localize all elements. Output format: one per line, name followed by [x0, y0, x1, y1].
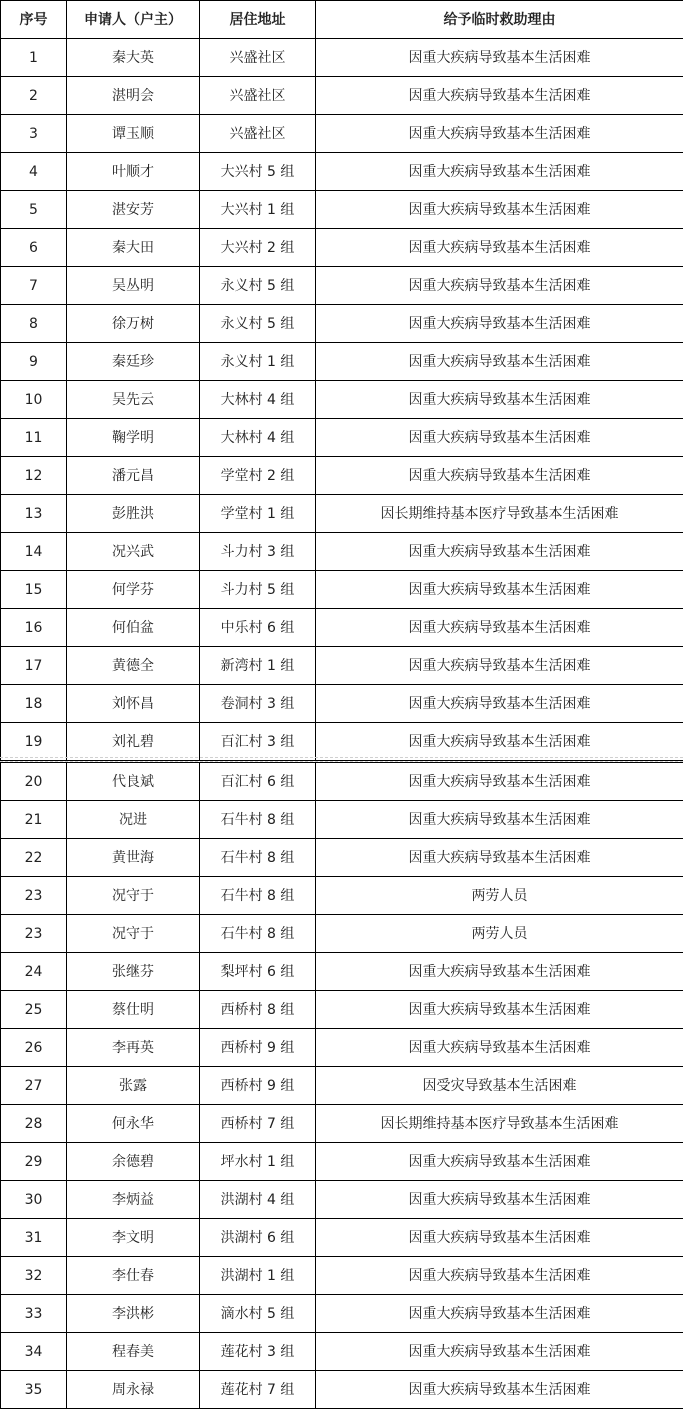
cell-applicant: 彭胜洪	[67, 495, 200, 533]
cell-applicant: 况进	[67, 801, 200, 839]
cell-relief-reason: 因重大疾病导致基本生活困难	[316, 457, 683, 495]
cell-relief-reason: 因重大疾病导致基本生活困难	[316, 647, 683, 685]
cell-address: 洪湖村 1 组	[200, 1257, 316, 1295]
table-row	[1, 229, 683, 267]
cell-applicant: 何伯盆	[67, 609, 200, 647]
cell-relief-reason: 因重大疾病导致基本生活困难	[316, 191, 683, 229]
cell-address: 学堂村 1 组	[200, 495, 316, 533]
cell-relief-reason: 因重大疾病导致基本生活困难	[316, 1219, 683, 1257]
table-row	[1, 953, 683, 991]
cell-serial-number: 10	[1, 381, 67, 419]
cell-serial-number: 17	[1, 647, 67, 685]
cell-applicant: 叶顺才	[67, 153, 200, 191]
table-row	[1, 1067, 683, 1105]
table-row	[1, 153, 683, 191]
cell-applicant: 黄世海	[67, 839, 200, 877]
cell-address: 斗力村 3 组	[200, 533, 316, 571]
cell-address: 大兴村 5 组	[200, 153, 316, 191]
table-row	[1, 495, 683, 533]
table-row	[1, 305, 683, 343]
cell-applicant: 潘元昌	[67, 457, 200, 495]
cell-serial-number: 34	[1, 1333, 67, 1371]
cell-relief-reason: 因重大疾病导致基本生活困难	[316, 77, 683, 115]
cell-applicant: 李炳益	[67, 1181, 200, 1219]
cell-address: 大兴村 1 组	[200, 191, 316, 229]
table-row	[1, 381, 683, 419]
cell-applicant: 张继芬	[67, 953, 200, 991]
cell-address: 卷洞村 3 组	[200, 685, 316, 723]
cell-address: 石牛村 8 组	[200, 839, 316, 877]
cell-address: 兴盛社区	[200, 77, 316, 115]
cell-applicant: 秦大田	[67, 229, 200, 267]
table-row	[1, 991, 683, 1029]
cell-applicant: 湛明会	[67, 77, 200, 115]
cell-address: 新湾村 1 组	[200, 647, 316, 685]
table-row	[1, 1257, 683, 1295]
cell-address: 百汇村 6 组	[200, 763, 316, 801]
cell-relief-reason: 因重大疾病导致基本生活困难	[316, 839, 683, 877]
cell-relief-reason: 因重大疾病导致基本生活困难	[316, 953, 683, 991]
cell-serial-number: 21	[1, 801, 67, 839]
cell-applicant: 秦大英	[67, 39, 200, 77]
cell-address: 西桥村 7 组	[200, 1105, 316, 1143]
cell-serial-number: 9	[1, 343, 67, 381]
table-header-row	[1, 1, 683, 39]
cell-relief-reason: 因重大疾病导致基本生活困难	[316, 685, 683, 723]
cell-relief-reason: 因重大疾病导致基本生活困难	[316, 991, 683, 1029]
cell-relief-reason: 因重大疾病导致基本生活困难	[316, 1257, 683, 1295]
table-row	[1, 191, 683, 229]
cell-serial-number: 18	[1, 685, 67, 723]
cell-address: 大林村 4 组	[200, 381, 316, 419]
cell-serial-number: 22	[1, 839, 67, 877]
cell-address: 石牛村 8 组	[200, 877, 316, 915]
cell-applicant: 李再英	[67, 1029, 200, 1067]
cell-applicant: 况守于	[67, 877, 200, 915]
cell-applicant: 程春美	[67, 1333, 200, 1371]
cell-relief-reason: 因重大疾病导致基本生活困难	[316, 609, 683, 647]
cell-address: 斗力村 5 组	[200, 571, 316, 609]
table-row	[1, 1143, 683, 1181]
cell-address: 大兴村 2 组	[200, 229, 316, 267]
cell-serial-number: 30	[1, 1181, 67, 1219]
cell-serial-number: 23	[1, 915, 67, 953]
cell-applicant: 刘礼碧	[67, 723, 200, 761]
cell-applicant: 李洪彬	[67, 1295, 200, 1333]
cell-serial-number: 32	[1, 1257, 67, 1295]
cell-address: 坪水村 1 组	[200, 1143, 316, 1181]
table-row	[1, 1295, 683, 1333]
cell-relief-reason: 因重大疾病导致基本生活困难	[316, 229, 683, 267]
cell-relief-reason: 因重大疾病导致基本生活困难	[316, 267, 683, 305]
cell-address: 莲花村 3 组	[200, 1333, 316, 1371]
cell-applicant: 况守于	[67, 915, 200, 953]
cell-address: 西桥村 9 组	[200, 1067, 316, 1105]
cell-serial-number: 27	[1, 1067, 67, 1105]
table-row	[1, 723, 683, 761]
cell-applicant: 周永禄	[67, 1371, 200, 1409]
cell-applicant: 代良斌	[67, 763, 200, 801]
table-row	[1, 1105, 683, 1143]
table-row	[1, 647, 683, 685]
cell-serial-number: 16	[1, 609, 67, 647]
table-row	[1, 571, 683, 609]
cell-serial-number: 7	[1, 267, 67, 305]
cell-address: 永义村 1 组	[200, 343, 316, 381]
cell-relief-reason: 因重大疾病导致基本生活困难	[316, 801, 683, 839]
cell-applicant: 何永华	[67, 1105, 200, 1143]
cell-address: 梨坪村 6 组	[200, 953, 316, 991]
cell-address: 石牛村 8 组	[200, 915, 316, 953]
table-row	[1, 839, 683, 877]
cell-relief-reason: 因重大疾病导致基本生活困难	[316, 1143, 683, 1181]
table-row	[1, 609, 683, 647]
cell-applicant: 蔡仕明	[67, 991, 200, 1029]
header-applicant: 申请人（户主）	[67, 1, 200, 39]
cell-applicant: 湛安芳	[67, 191, 200, 229]
cell-relief-reason: 因重大疾病导致基本生活困难	[316, 343, 683, 381]
cell-applicant: 鞠学明	[67, 419, 200, 457]
table-row	[1, 915, 683, 953]
cell-address: 洪湖村 6 组	[200, 1219, 316, 1257]
cell-relief-reason: 因重大疾病导致基本生活困难	[316, 723, 683, 761]
relief-table-part-2	[0, 762, 683, 1409]
cell-address: 洪湖村 4 组	[200, 1181, 316, 1219]
cell-address: 西桥村 8 组	[200, 991, 316, 1029]
cell-serial-number: 26	[1, 1029, 67, 1067]
cell-serial-number: 23	[1, 877, 67, 915]
table-row	[1, 419, 683, 457]
header-serial-number: 序号	[1, 1, 67, 39]
cell-applicant: 张露	[67, 1067, 200, 1105]
cell-relief-reason: 因重大疾病导致基本生活困难	[316, 305, 683, 343]
cell-address: 兴盛社区	[200, 115, 316, 153]
table-row	[1, 343, 683, 381]
cell-serial-number: 29	[1, 1143, 67, 1181]
table-row	[1, 685, 683, 723]
cell-serial-number: 24	[1, 953, 67, 991]
table-row	[1, 39, 683, 77]
cell-relief-reason: 因重大疾病导致基本生活困难	[316, 1333, 683, 1371]
cell-applicant: 余德碧	[67, 1143, 200, 1181]
cell-serial-number: 8	[1, 305, 67, 343]
cell-applicant: 谭玉顺	[67, 115, 200, 153]
cell-address: 中乐村 6 组	[200, 609, 316, 647]
cell-address: 石牛村 8 组	[200, 801, 316, 839]
table-row	[1, 877, 683, 915]
cell-serial-number: 3	[1, 115, 67, 153]
cell-relief-reason: 因重大疾病导致基本生活困难	[316, 1029, 683, 1067]
cell-relief-reason: 因长期维持基本医疗导致基本生活困难	[316, 1105, 683, 1143]
cell-relief-reason: 因重大疾病导致基本生活困难	[316, 1371, 683, 1409]
table-row	[1, 763, 683, 801]
cell-serial-number: 6	[1, 229, 67, 267]
cell-applicant: 刘怀昌	[67, 685, 200, 723]
cell-applicant: 黄德全	[67, 647, 200, 685]
table-row	[1, 267, 683, 305]
table-row	[1, 1371, 683, 1409]
cell-serial-number: 2	[1, 77, 67, 115]
cell-address: 永义村 5 组	[200, 267, 316, 305]
cell-relief-reason: 两劳人员	[316, 915, 683, 953]
cell-serial-number: 13	[1, 495, 67, 533]
table-row	[1, 77, 683, 115]
cell-relief-reason: 因重大疾病导致基本生活困难	[316, 533, 683, 571]
cell-applicant: 何学芬	[67, 571, 200, 609]
cell-relief-reason: 因重大疾病导致基本生活困难	[316, 115, 683, 153]
cell-relief-reason: 因重大疾病导致基本生活困难	[316, 571, 683, 609]
cell-applicant: 李仕春	[67, 1257, 200, 1295]
cell-relief-reason: 因重大疾病导致基本生活困难	[316, 1295, 683, 1333]
cell-serial-number: 31	[1, 1219, 67, 1257]
cell-applicant: 吴丛明	[67, 267, 200, 305]
cell-serial-number: 35	[1, 1371, 67, 1409]
cell-applicant: 秦廷珍	[67, 343, 200, 381]
cell-address: 永义村 5 组	[200, 305, 316, 343]
cell-serial-number: 14	[1, 533, 67, 571]
header-address: 居住地址	[200, 1, 316, 39]
cell-serial-number: 15	[1, 571, 67, 609]
cell-serial-number: 20	[1, 763, 67, 801]
table-row	[1, 1029, 683, 1067]
cell-applicant: 吴先云	[67, 381, 200, 419]
cell-address: 百汇村 3 组	[200, 723, 316, 761]
cell-relief-reason: 因重大疾病导致基本生活困难	[316, 153, 683, 191]
cell-address: 西桥村 9 组	[200, 1029, 316, 1067]
cell-serial-number: 12	[1, 457, 67, 495]
cell-relief-reason: 因长期维持基本医疗导致基本生活困难	[316, 495, 683, 533]
cell-address: 莲花村 7 组	[200, 1371, 316, 1409]
cell-serial-number: 5	[1, 191, 67, 229]
table-row	[1, 1181, 683, 1219]
cell-serial-number: 19	[1, 723, 67, 761]
table-row	[1, 801, 683, 839]
cell-address: 兴盛社区	[200, 39, 316, 77]
header-relief-reason: 给予临时救助理由	[316, 1, 683, 39]
table-row	[1, 1333, 683, 1371]
cell-serial-number: 4	[1, 153, 67, 191]
cell-serial-number: 11	[1, 419, 67, 457]
cell-applicant: 李文明	[67, 1219, 200, 1257]
cell-relief-reason: 因重大疾病导致基本生活困难	[316, 1181, 683, 1219]
table-row	[1, 457, 683, 495]
cell-relief-reason: 因重大疾病导致基本生活困难	[316, 763, 683, 801]
cell-serial-number: 28	[1, 1105, 67, 1143]
cell-address: 大林村 4 组	[200, 419, 316, 457]
cell-serial-number: 33	[1, 1295, 67, 1333]
cell-address: 滴水村 5 组	[200, 1295, 316, 1333]
table-row	[1, 115, 683, 153]
cell-serial-number: 25	[1, 991, 67, 1029]
table-row	[1, 533, 683, 571]
cell-applicant: 况兴武	[67, 533, 200, 571]
cell-relief-reason: 两劳人员	[316, 877, 683, 915]
cell-relief-reason: 因重大疾病导致基本生活困难	[316, 381, 683, 419]
cell-relief-reason: 因受灾导致基本生活困难	[316, 1067, 683, 1105]
table-row	[1, 1219, 683, 1257]
cell-relief-reason: 因重大疾病导致基本生活困难	[316, 419, 683, 457]
cell-address: 学堂村 2 组	[200, 457, 316, 495]
cell-serial-number: 1	[1, 39, 67, 77]
cell-applicant: 徐万树	[67, 305, 200, 343]
cell-relief-reason: 因重大疾病导致基本生活困难	[316, 39, 683, 77]
